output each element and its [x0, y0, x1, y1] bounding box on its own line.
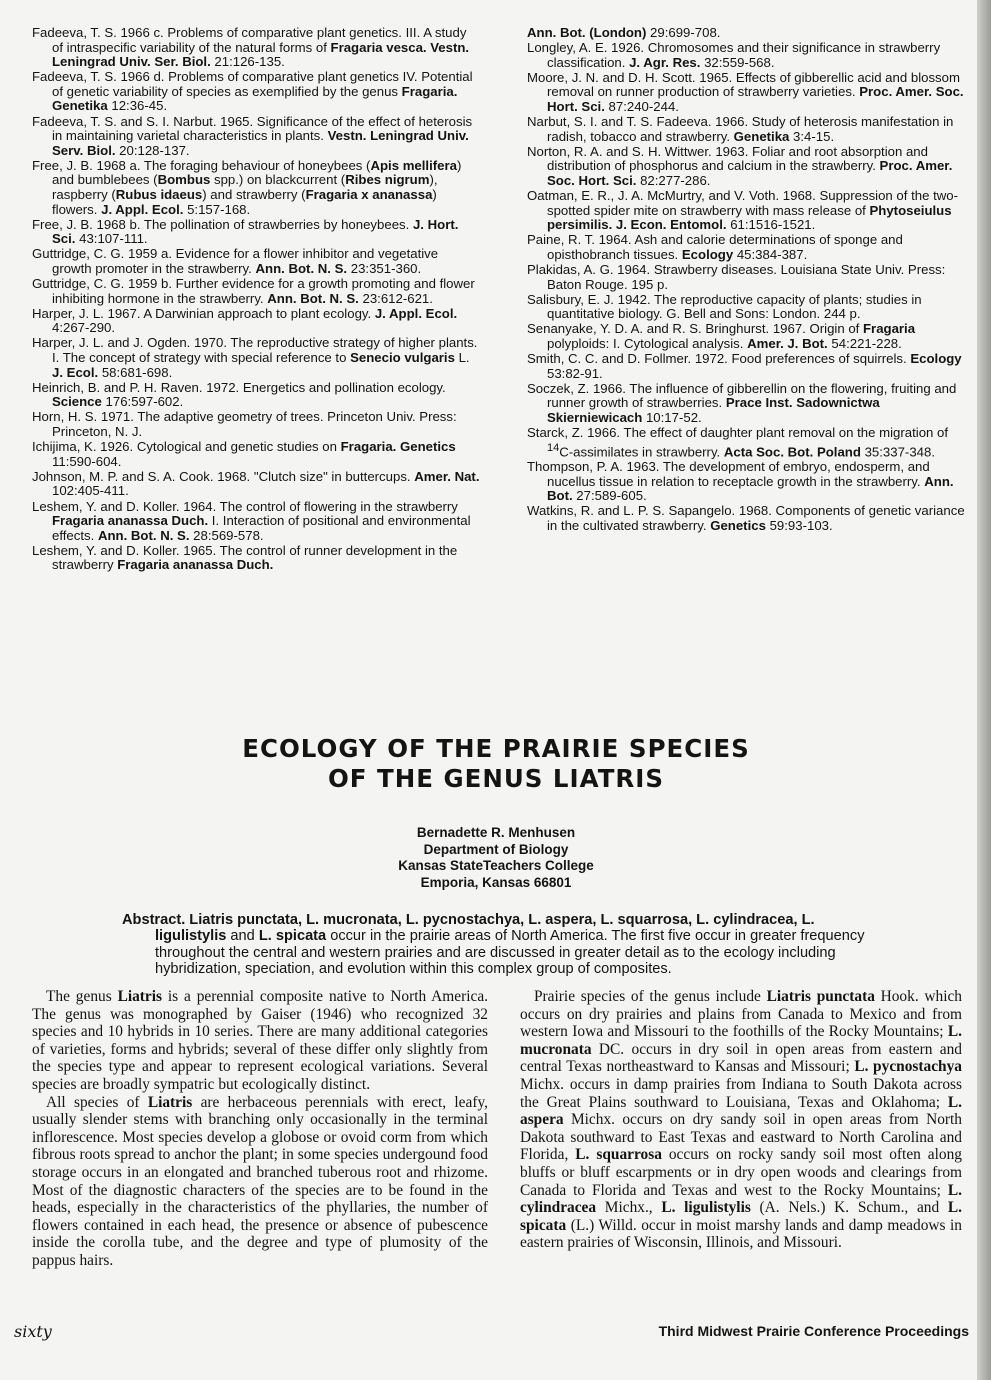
reference-entry: Watkins, R. and L. P. S. Sapangelo. 1968. Components of genetic variance in the cultivated strawberry. Genetics 59:93-103.	[527, 503, 965, 533]
body-left-column	[32, 988, 488, 1270]
title-line-1: ECOLOGY OF THE PRAIRIE SPECIES	[242, 734, 750, 763]
reference-entry: Harper, J. L. 1967. A Darwinian approach to plant ecology. J. Appl. Ecol. 4:267-290.	[32, 305, 458, 336]
page-edge-shadow	[977, 0, 991, 1380]
abstract-text: Abstract. Liatris punctata, L. mucronata, L. pycnostachya, L. aspera, L. squarrosa, L. cylindracea, L. ligulistylis and L. spicata occur in the prairie areas of North America. The first five occur in greater frequency throughout the central and western prairies and are discussed in greater detail as to the ecology including hybridization, speciation, and evolution within this complex group of composites.	[122, 912, 865, 977]
reference-entry: Ichijima, K. 1926. Cytological and genetic studies on Fragaria. Genetics 11:590-604.	[32, 439, 456, 469]
reference-entry: Longley, A. E. 1926. Chromosomes and their significance in strawberry classification. J. Agr. Res. 32:559-568.	[527, 40, 941, 70]
reference-entry: Soczek, Z. 1966. The influence of gibberellin on the flowering, fruiting and runner growth of strawberries. Prace Inst. Sadownictwa Skierniewicach 10:17-52.	[527, 380, 957, 425]
author-department: Department of Biology	[423, 841, 569, 857]
reference-entry: Harper, J. L. and J. Ogden. 1970. The reproductive strategy of higher plants. I. The concept of strategy with special reference to Senecio vulgaris L. J. Ecol. 58:681-698.	[32, 335, 478, 380]
reference-entry: Guttridge, C. G. 1959 b. Further evidence for a growth promoting and flower inhibiting hormone in the strawberry. Ann. Bot. N. S. 23:612-621.	[32, 276, 475, 306]
body-paragraph: The genus Liatris is a perennial composite native to North America. The genus was monographed by Gaiser (1946) who recognized 32 species and 10 hybrids in 10 series. There are many additional categories of varieties, forms and hybrids; several of these differ only slightly from the species type and appear to represent ecological variations. Several species are broadly sympatric but ecologically distinct.	[32, 988, 489, 1093]
title-line-2: OF THE GENUS LIATRIS	[327, 764, 665, 793]
reference-entry: Leshem, Y. and D. Koller. 1965. The control of runner development in the strawberry Fragaria ananassa Duch.	[32, 542, 458, 573]
reference-entry: Narbut, S. I. and T. S. Fadeeva. 1966. Study of heterosis manifestation in radish, tobacco and strawberry. Genetika 3:4-15.	[527, 114, 954, 144]
author-name: Bernadette R. Menhusen	[416, 825, 576, 840]
article-title	[140, 734, 852, 794]
reference-entry: Fadeeva, T. S. and S. I. Narbut. 1965. Significance of the effect of heterosis in maintaining varietal characteristics in plants. Vestn. Leningrad Univ. Serv. Biol. 20:128-137.	[32, 113, 473, 158]
reference-entry: Paine, R. T. 1964. Ash and calorie determinations of sponge and opisthobranch tissues. Ecology 45:384-387.	[527, 232, 903, 262]
reference-entry: Salisbury, E. J. 1942. The reproductive capacity of plants; studies in quantitative biology. G. Bell and Sons: London. 244 p.	[527, 291, 922, 322]
body-paragraph: Prairie species of the genus include Liatris punctata Hook. which occurs on dry prairies and plains from Canada to Mexico and from western Iowa and Missouri to the foothills of the Rocky Mountains; L. mucronata DC. occurs in dry soil in open areas from eastern and central Texas northeastward to Kansas and Missouri; L. pycnostachya Michx. occurs in damp prairies from Indiana to South Dakota across the Great Plains southward to Louisiana, Texas and Oklahoma; L. aspera Michx. occurs on dry sandy soil in open areas from North Dakota southward to East Texas and eastward to North Carolina and Florida, L. squarrosa occurs on rocky sandy soil most often along bluffs or bluff escarpments or in dry open woods and clearings from Canada to Florida and Texas and west to the Rocky Mountains; L. cylindracea Michx., L. ligulistylis (A. Nels.) K. Schum., and L. spicata (L.) Willd. occur in moist marshy lands and damp meadows in eastern prairies of Wisconsin, Illinois, and Missouri.	[520, 988, 963, 1252]
author-block	[300, 825, 692, 891]
abstract	[122, 912, 874, 977]
reference-entry: Norton, R. A. and S. H. Wittwer. 1963. Foliar and root absorption and distribution of phosphorus and calcium in the strawberry. Proc. Amer. Soc. Hort. Sci. 82:277-286.	[527, 143, 953, 188]
reference-entry: Oatman, E. R., J. A. McMurtry, and V. Voth. 1968. Suppression of the two-spotted spider mite on strawberry with mass release of Phytoseiulus persimilis. J. Econ. Entomol. 61:1516-1521.	[527, 188, 958, 233]
page-number: sixty	[14, 1322, 52, 1341]
reference-entry: Horn, H. S. 1971. The adaptive geometry of trees. Princeton Univ. Press: Princeton, N. J.	[32, 409, 457, 440]
reference-entry: Free, J. B. 1968 b. The pollination of strawberries by honeybees. J. Hort. Sci. 43:107-111.	[32, 216, 459, 247]
reference-entry: Thompson, P. A. 1963. The development of embryo, endosperm, and nucellus tissue in relation to receptacle growth in the strawberry. Ann. Bot. 27:589-605.	[527, 459, 954, 504]
author-location: Emporia, Kansas 66801	[420, 874, 572, 890]
body-paragraph: All species of Liatris are herbaceous perennials with erect, leafy, usually slender stems with branching only occasionally in the terminal inflorescence. Most species develop a globose or ovoid corm from which fibrous roots spread to anchor the plant; in some species undergound food storage occurs in an elongated and branched tuberous root and rhizome. Most of the diagnostic characters of the species are to be found in the heads, especially in the characteristics of the phyllaries, the number of flowers contained in each head, the presence or absence of pubescence inside the corolla tube, and the degree and type of plumosity of the pappus hairs.	[32, 1093, 488, 1269]
reference-entry: Moore, J. N. and D. H. Scott. 1965. Effects of gibberellic acid and blossom removal on runner production of strawberry varieties. Proc. Amer. Soc. Hort. Sci. 87:240-244.	[527, 69, 964, 114]
references-left-column	[32, 26, 480, 573]
reference-entry: Heinrich, B. and P. H. Raven. 1972. Energetics and pollination ecology. Science 176:597-602.	[32, 379, 446, 410]
reference-entry: Fadeeva, T. S. 1966 d. Problems of comparative plant genetics IV. Potential of genetic variability of species as exemplified by the genus Fragaria. Genetika 12:36-45.	[32, 69, 473, 114]
references-right-column	[527, 26, 973, 534]
reference-entry: Guttridge, C. G. 1959 a. Evidence for a flower inhibitor and vegetative growth promoter in the strawberry. Ann. Bot. N. S. 23:351-360.	[32, 246, 439, 276]
reference-entry: Free, J. B. 1968 a. The foraging behaviour of honeybees (Apis mellifera) and bumblebees (Bombus spp.) on blackcurrent (Ribes nigrum), raspberry (Rubus idaeus) and strawberry (Fragaria x ananassa) flowers. J. Appl. Ecol. 5:157-168.	[32, 157, 462, 217]
reference-entry: Ann. Bot. (London) 29:699-708.	[527, 25, 721, 40]
body-right-column	[520, 988, 962, 1252]
reference-entry: Smith, C. C. and D. Follmer. 1972. Food preferences of squirrels. Ecology 53:82-91.	[527, 351, 962, 381]
reference-entry: Senanyake, Y. D. A. and R. S. Bringhurst. 1967. Origin of Fragaria polyploids: I. Cytological analysis. Amer. J. Bot. 54:221-228.	[527, 321, 916, 351]
reference-entry: Johnson, M. P. and S. A. Cook. 1968. "Clutch size" in buttercups. Amer. Nat. 102:405-411.	[32, 468, 480, 499]
reference-entry: Plakidas, A. G. 1964. Strawberry diseases. Louisiana State Univ. Press: Baton Rouge. 195 p.	[527, 262, 946, 292]
reference-entry: Leshem, Y. and D. Koller. 1964. The control of flowering in the strawberry Fragaria ananassa Duch. I. Interaction of positional and environmental effects. Ann. Bot. N. S. 28:569-578.	[32, 498, 471, 543]
journal-name: Third Midwest Prairie Conference Proceedings	[658, 1323, 969, 1339]
author-college: Kansas StateTeachers College	[398, 858, 594, 873]
reference-entry: Starck, Z. 1966. The effect of daughter plant removal on the migration of $^{14}$C-assimilates in strawberry. Acta Soc. Bot. Poland 35:337-348.	[527, 425, 949, 460]
reference-entry: Fadeeva, T. S. 1966 c. Problems of comparative plant genetics. III. A study of intraspecific variability of the natural forms of Fragaria vesca. Vestn. Leningrad Univ. Ser. Biol. 21:126-135.	[32, 25, 470, 70]
